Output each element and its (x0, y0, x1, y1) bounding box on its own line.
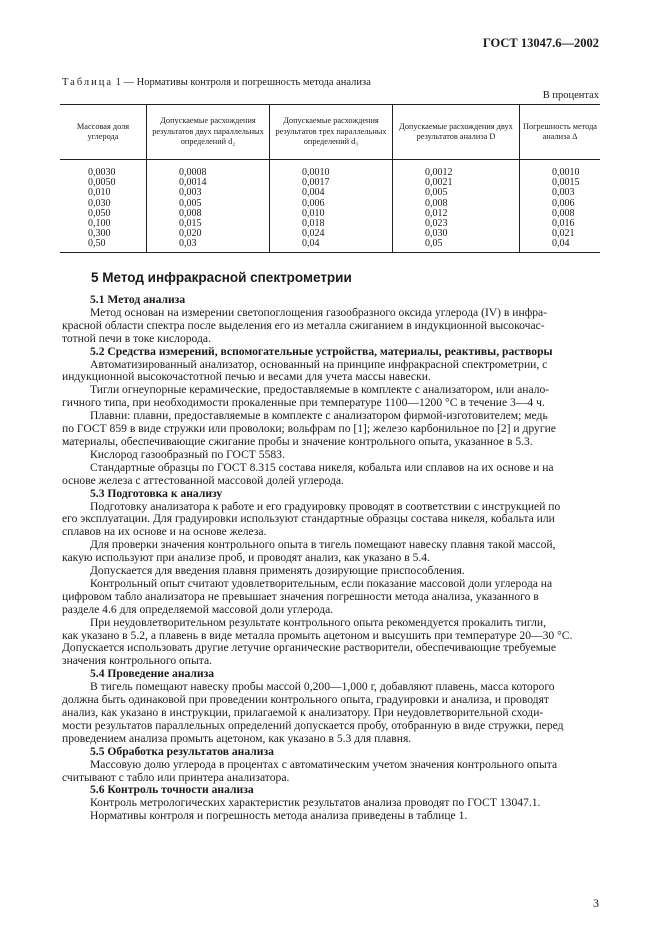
column-delta-values (520, 160, 601, 253)
column-carbon-values (60, 160, 147, 253)
table-cell: 0,0030 (88, 167, 116, 178)
text-line: При неудовлетворительном результате контрольного опыта рекомендуется прокалить тигли, (90, 615, 546, 629)
table-cell: 0,010 (302, 207, 325, 219)
text-line: основе железа с аттестованной массовой долей углерода. (62, 473, 344, 487)
table-caption (62, 77, 371, 88)
table-cell: 0,008 (425, 197, 448, 209)
table-cell: 0,008 (179, 207, 202, 219)
table-cell: 0,005 (425, 187, 448, 199)
table-unit: В процентах (542, 90, 599, 101)
table-cell: 0,03 (179, 238, 197, 250)
table-cell: 0,0010 (552, 167, 580, 178)
text-line: тотной печи в токе кислорода. (62, 331, 211, 345)
table-cell: 0,024 (302, 228, 325, 240)
text-line: его эксплуатации. Для градуировки используют стандартные образцы состава никеля, кобальта или (62, 512, 555, 526)
text-line: считывают с табло или принтера анализатора. (62, 770, 290, 784)
table-cell: 0,006 (552, 197, 575, 209)
table-cell: 0,0008 (179, 167, 207, 178)
table-cell: 0,005 (179, 197, 202, 209)
text-line: Плавни: плавни, предоставляемые в комплекте с анализатором фирмой-изготовителем; медь (90, 409, 548, 423)
table-cell: 0,100 (88, 218, 111, 230)
text-line: мости результатов параллельных определений допускается пробу, отобранную в виде стружки, перед (62, 718, 564, 732)
text-line: Допускается для введения плавня применять дозирующие приспособления. (90, 564, 465, 578)
text-line: Контроль метрологических характеристик результатов анализа проводят по ГОСТ 13047.1. (90, 796, 541, 810)
page-number: 3 (593, 896, 599, 910)
table-cell: 0,016 (552, 218, 575, 230)
text-line: Метод основан на измерении светопоглощения газообразного оксида углерода (IV) в инфра- (90, 305, 548, 319)
column-header-delta: Погрешность метода анализа Δ (520, 105, 601, 160)
column-D-values (393, 160, 520, 253)
table-cell: 0,050 (88, 207, 111, 219)
table-cell: 0,0050 (88, 177, 116, 189)
table-cell: 0,004 (302, 187, 325, 199)
text-line: гичного типа, при необходимости прокаленные при температуре 1100—1200 °С в течение 3—4 ч. (62, 396, 545, 410)
text-line: проведением анализа промыть ацетоном, как указано в 5.3 для плавня. (62, 731, 412, 745)
table-cell: 0,0014 (179, 177, 207, 189)
section-title: 5 Метод инфракрасной спектрометрии (91, 270, 352, 285)
standards-table (60, 104, 600, 253)
text-line: Кислород газообразный по ГОСТ 5583. (90, 447, 285, 461)
table-cell: 0,006 (302, 197, 325, 209)
table-cell: 0,0017 (302, 177, 330, 189)
table-cell: 0,023 (425, 218, 448, 230)
table-cell: 0,021 (552, 228, 575, 240)
table-cell: 0,300 (88, 228, 111, 240)
text-line: должна быть одинаковой при проведении контрольного опыта, градуировки и анализа, и проводят (62, 693, 549, 707)
table-cell: 0,0012 (425, 167, 453, 178)
subsection-title-5-3: 5.3 Подготовка к анализу (90, 486, 223, 500)
table-cell: 0,020 (179, 228, 202, 240)
table-cell: 0,003 (179, 187, 202, 199)
text-line: материалы, обеспечивающие сжигание пробы и значение контрольного опыта, указанное в 5.3. (62, 434, 533, 448)
text-line: красной области спектра после выделения его из металла сжиганием в индукционной высокочас- (62, 318, 545, 332)
text-line: какую используют при анализе проб, и проводят анализ, как указано в 5.4. (62, 551, 430, 565)
text-line: В тигель помещают навеску пробы массой 0,200—1,000 г, добавляют плавень, масса которого (90, 680, 555, 694)
text-line: Допускается использовать другие летучие органические растворители, обеспечивающие требуемые (62, 641, 556, 655)
table-cell: 0,030 (425, 228, 448, 240)
table-header-row (60, 105, 600, 160)
table-cell: 0,008 (552, 207, 575, 219)
text-line: Автоматизированный анализатор, основанный на принципе инфракрасной спектрометрии, с (90, 357, 548, 371)
text-line: Подготовку анализатора к работе и его градуировку проводят в соответствии с инструкцией по (90, 499, 561, 513)
text-line: Стандартные образцы по ГОСТ 8.315 состава никеля, кобальта или сплавов на их основе и на (90, 460, 554, 474)
column-d3-values (270, 160, 393, 253)
subsection-title-5-1: 5.1 Метод анализа (90, 293, 186, 306)
table-caption-text: 1 — Нормативы контроля и погрешность метода анализа (113, 77, 371, 88)
table-cell: 0,030 (88, 197, 111, 209)
table-caption-prefix: Таблица (62, 77, 114, 88)
table-cell: 0,0015 (552, 177, 580, 189)
text-line: Нормативы контроля и погрешность метода анализа приведены в таблице 1. (90, 809, 468, 823)
text-line: разделе 4.6 для определяемой массовой доли углерода. (62, 602, 334, 616)
column-header-d2: Допускаемые расхождения результатов двух параллельных определений d₂ (147, 105, 270, 160)
section-body (62, 293, 600, 823)
subsection-title-5-4: 5.4 Проведение анализа (90, 667, 215, 681)
column-header-carbon: Массовая доля углерода (60, 105, 147, 160)
table-cell: 0,04 (302, 238, 320, 250)
table-body-row (60, 160, 600, 253)
column-header-D: Допускаемые расхождения двух результатов анализа D (393, 105, 520, 160)
column-header-d3: Допускаемые расхождения результатов трех параллельных определений d₃ (270, 105, 393, 160)
text-line: цифровом табло анализатора не превышает значения погрешности метода анализа, указанного в (62, 589, 539, 603)
table-cell: 0,05 (425, 238, 443, 250)
text-line: значения контрольного опыта. (62, 654, 213, 668)
table-cell: 0,04 (552, 238, 570, 250)
text-line: Тигли огнеупорные керамические, предоставляемые в комплекте с анализатором, или анало- (90, 383, 550, 397)
table-cell: 0,012 (425, 207, 448, 219)
table-cell: 0,0010 (302, 167, 330, 178)
table-cell: 0,0021 (425, 177, 453, 189)
subsection-title-5-5: 5.5 Обработка результатов анализа (90, 744, 274, 758)
text-line: по ГОСТ 859 в виде стружки или проволоки; вольфрам по [1]; железо карбонильное по [2] и другие (62, 422, 556, 436)
subsection-title-5-6: 5.6 Контроль точности анализа (90, 783, 254, 797)
text-line: Массовую долю углерода в процентах с автоматическим учетом значения контрольного опыта (90, 757, 558, 771)
table-cell: 0,018 (302, 218, 325, 230)
text-line: Контрольный опыт считают удовлетворительным, если показание массовой доли углерода на (90, 576, 553, 590)
text-line: сплавов на их основе и на основе железа. (62, 525, 267, 539)
table-cell: 0,010 (88, 187, 111, 199)
text-line: Для проверки значения контрольного опыта в тигель помещают навеску плавня такой массой, (90, 538, 556, 552)
subsection-title-5-2: 5.2 Средства измерений, вспомогательные устройства, материалы, реактивы, растворы (90, 344, 553, 358)
table-cell: 0,50 (88, 238, 106, 250)
text-line: анализ, как указано в инструкции, прилагаемой к анализатору. При неудовлетворительной сходи- (62, 706, 544, 719)
text-line: как указано в 5.2, а плавень в виде металла промыть ацетоном и высушить при температуре 20—30 °С. (62, 628, 573, 642)
column-d2-values (147, 160, 270, 253)
document-header: ГОСТ 13047.6—2002 (482, 36, 599, 50)
table-cell: 0,015 (179, 218, 202, 230)
table-cell: 0,003 (552, 187, 575, 199)
text-line: индукционной высокочастотной печью и весами для учета массы навески. (62, 370, 431, 384)
